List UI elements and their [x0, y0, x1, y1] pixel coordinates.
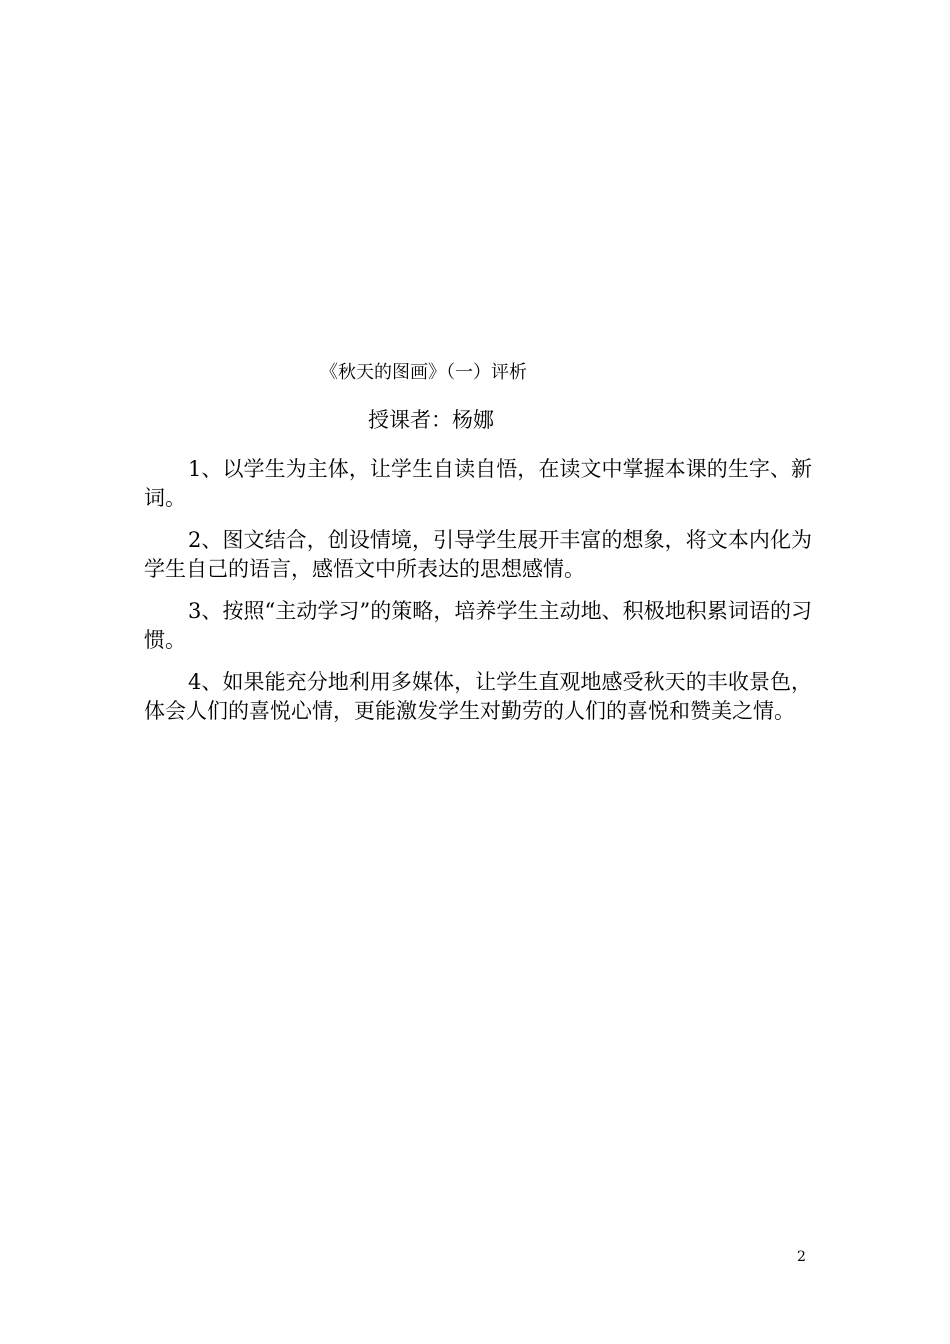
- evaluation-paragraph-1: 1、以学生为主体，让学生自读自悟，在读文中掌握本课的生字、新词。: [144, 457, 812, 510]
- evaluation-paragraph-3: 3、按照“主动学习”的策略，培养学生主动地、积极地积累词语的习惯。: [144, 599, 812, 652]
- evaluation-paragraph-4: 4、如果能充分地利用多媒体，让学生直观地感受秋天的丰收景色，体会人们的喜悦心情，更能激发学生对勤劳的人们的喜悦和赞美之情。: [144, 670, 812, 723]
- author-line: 授课者：杨娜: [368, 408, 494, 432]
- document-title: 《秋天的图画》（一）评析: [320, 362, 527, 383]
- evaluation-paragraph-2: 2、图文结合，创设情境，引导学生展开丰富的想象，将文本内化为学生自己的语言，感悟文中所表达的思想感情。: [144, 528, 812, 581]
- page-number: 2: [797, 1249, 806, 1265]
